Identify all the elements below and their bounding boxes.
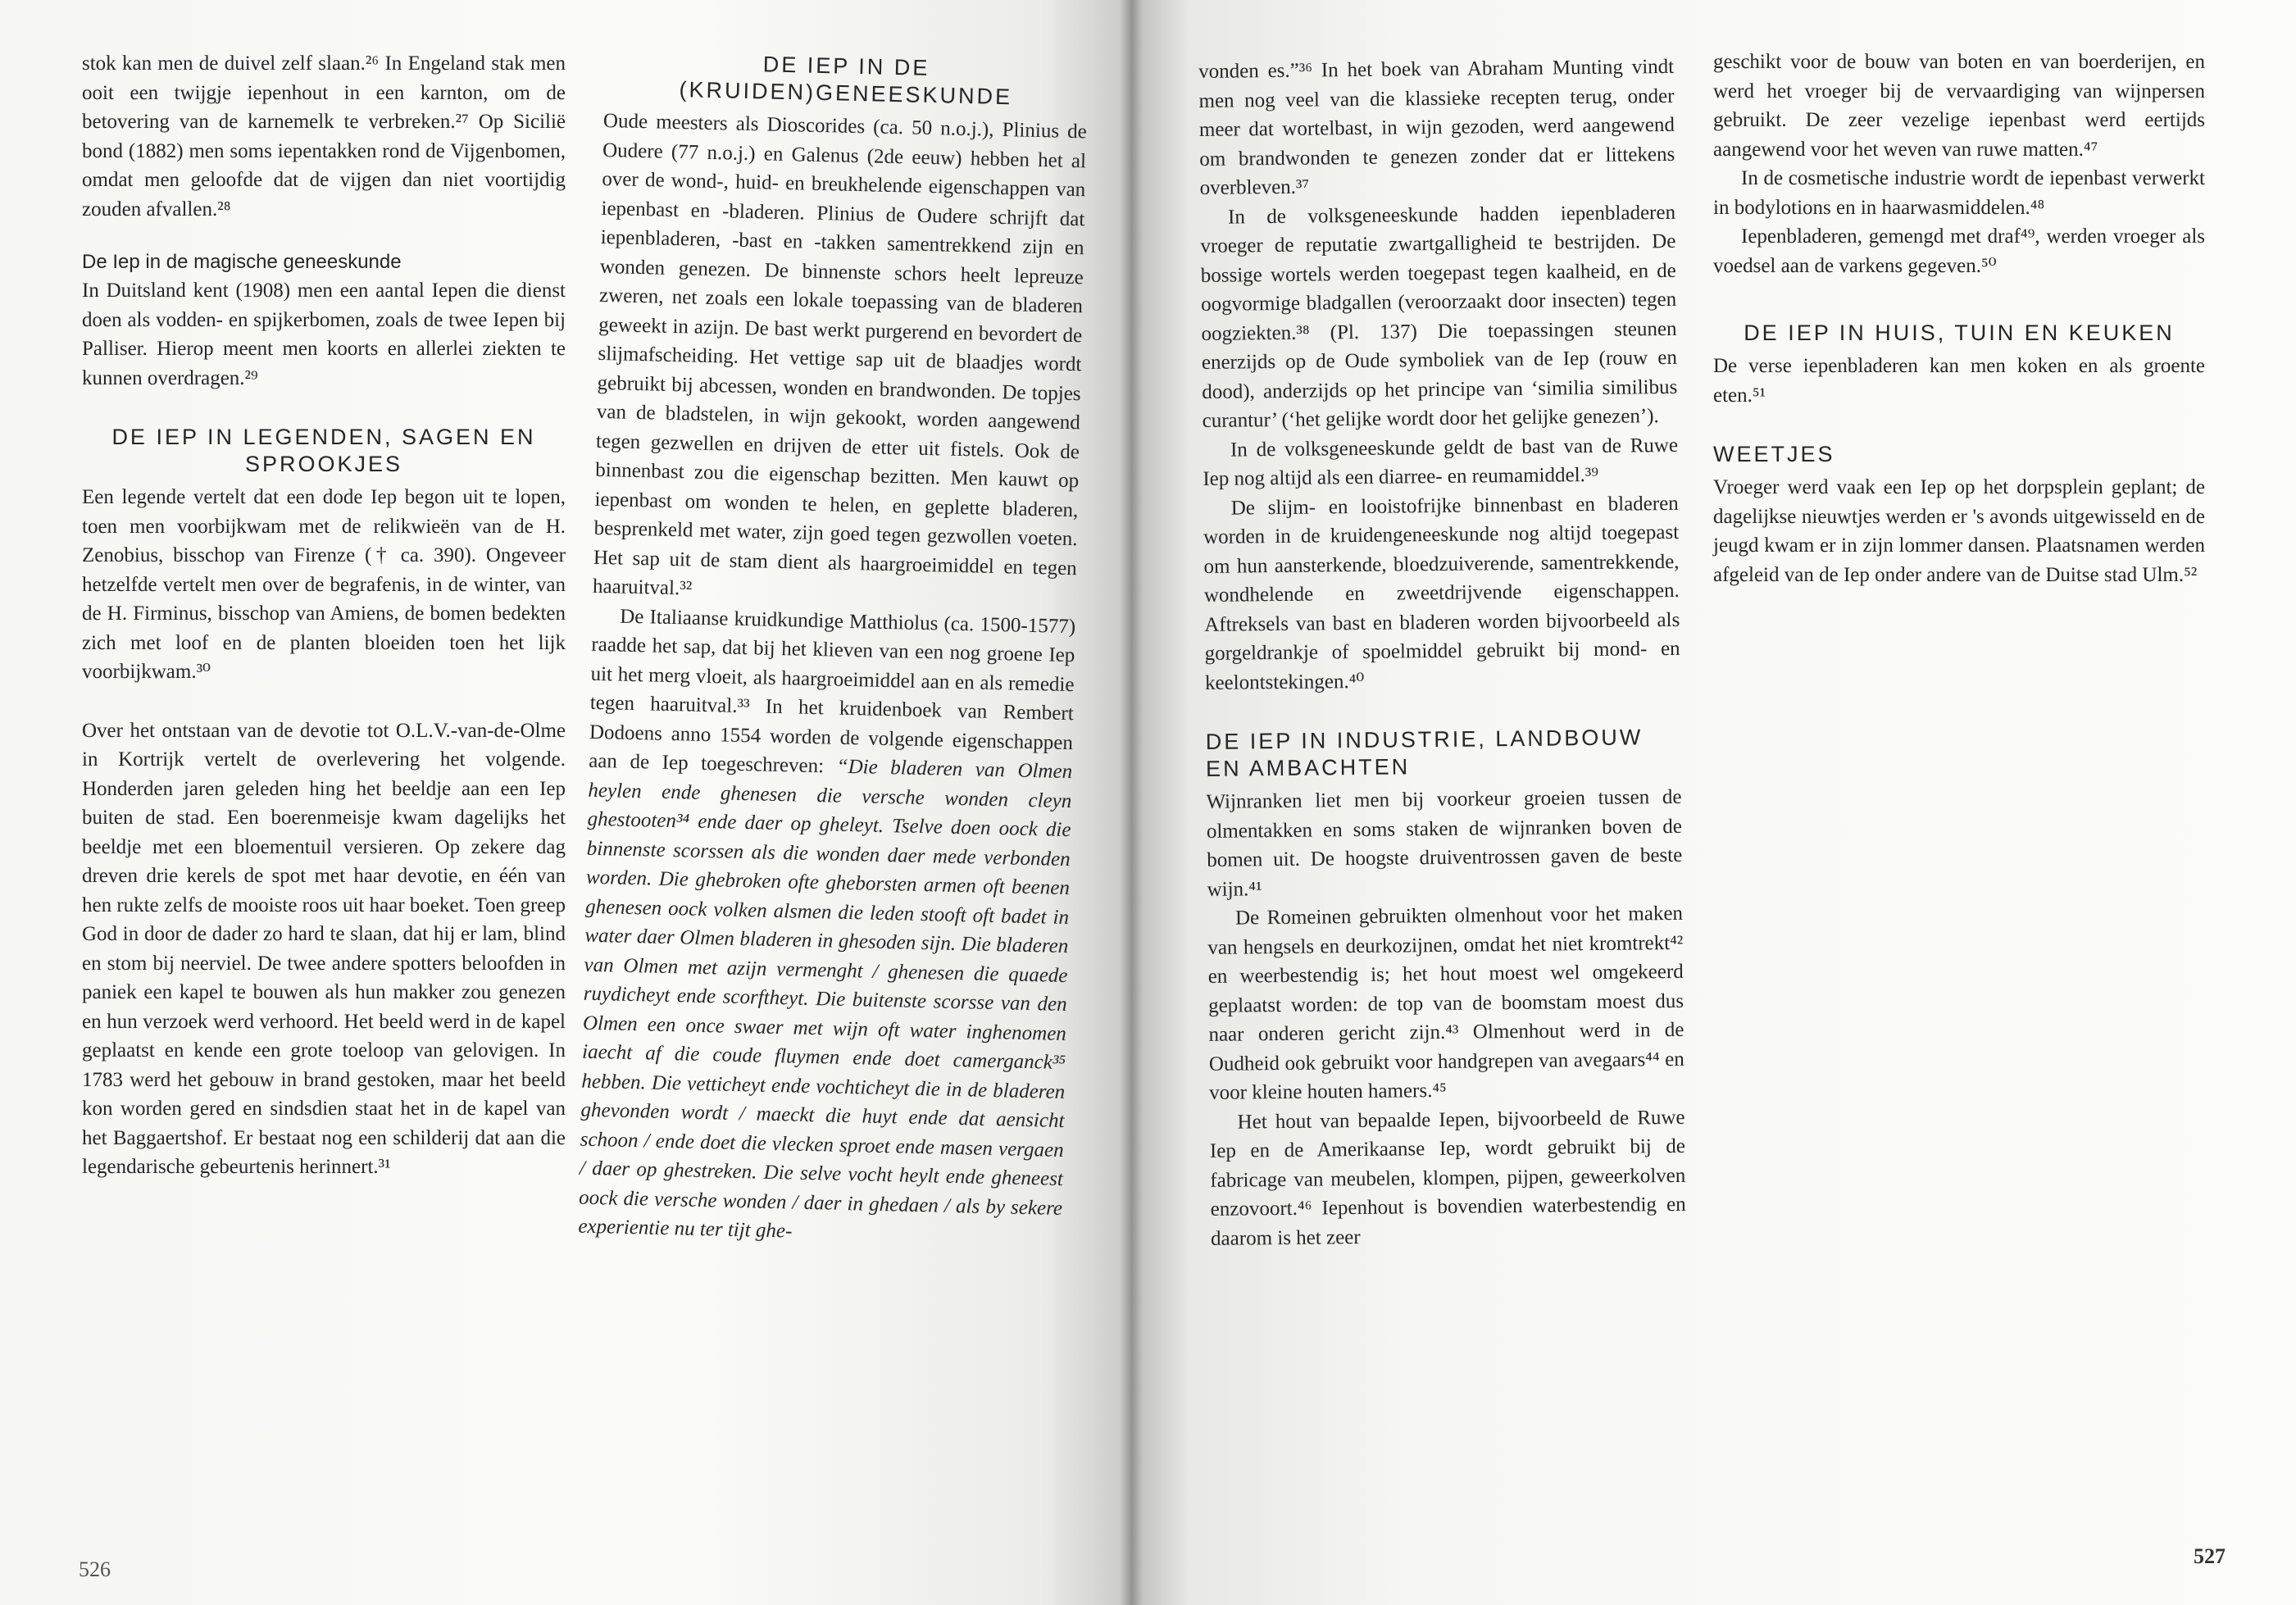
matthiolus-text: De Italiaanse kruidkundige Matthiolus (ca. 1500-1577) raadde het sap, dat bij het klieven van een nog groene Iep uit het merg vloeit, als haargroeimiddel aan en als remedie tegen haaruitval.³³ In het kruidenboek van Rembert Dodoens anno 1554 worden de volgende eigenschappen aan de Iep toegeschreven: (588, 605, 1076, 778)
paragraph-industry-1: Wijnranken liet men bij voorkeur groeien tussen de olmentakken en soms staken de wijnranken boven de bomen uit. De hoogste druiventrossen gaven de beste wijn.⁴¹ (1206, 785, 1683, 901)
paragraph-facts: Vroeger werd vaak een Iep op het dorpsplein geplant; de dagelijkse nieuwtjes werden er 's avonds uitgewisseld en de jeugd kwam er in zijn lommer dansen. Plaatsnamen werden afgeleid van de Iep onder andere van de Duitse stad Ulm.⁵² (1713, 476, 2205, 586)
right-page-column-2 (1713, 48, 2205, 589)
paragraph-folk-medicine-1: In de volksgeneeskunde hadden iepenbladeren vroeger de reputatie zwartgalligheid te bestrijden. De bossige wortels werden toegepast tegen kaalheid, en de oogvormige bladgallen (veroorzaakt door insecten) tegen oogziekten.³⁸ (Pl. 137) Die toepassingen steunen enerzijds op de Oude symboliek van de Iep (rouw en dood), anderzijds op het principe van ‘similia similibus curantur’ (‘het gelijke wordt door het gelijke genezen’). (1200, 201, 1678, 432)
paragraph-house: De verse iepenbladeren kan men koken en als groente eten.⁵¹ (1713, 355, 2205, 407)
paragraph-intro: stok kan men de duivel zelf slaan.²⁶ In Engeland stak men ooit een twijgje iepenhout in een karnton, om de betovering van de karnemelk te verbreken.²⁷ Op Sicilië bond (1882) men soms iepentakken rond de Vijgenbomen, omdat men geloofde dat de vijgen dan niet voortijdig zouden afvallen.²⁸ (82, 52, 566, 221)
heading-herbal-medicine: DE IEP IN DE (KRUIDEN)GENEESKUNDE (679, 52, 1013, 110)
paragraph-herbal-medicine: Oude meesters als Dioscorides (ca. 50 n.o.j.), Plinius de Oudere (77 n.o.j.) en Galenus (2de eeuw) hebben het al over de wond-, huid- en breukhelende eigenschappen van iepenbast en -bladeren. Plinius de Oudere schrijft dat iepenbladeren, -bast en -takken samentrekkend zijn en wonden genezen. De binnenste schors heelt lepreuze zweren, net zoals een lokale toepassing van de bladeren geweekt in azijn. De bast werkt purgerend en bevordert de slijmafscheiding. Het vettige sap uit de blaadjes wordt gebruikt bij abcessen, wonden en brandwonden. De topjes van de bladstelen, in wijn gekookt, worden aangewend tegen gezwellen en drijven de etter uit fistels. Ook de binnenbast zou die eigenschap bezitten. Men kauwt op iepenbast om wonden te helen, en geplette bladeren, besprenkeld met water, zijn goed tegen gezwollen voeten. Het sap uit de stam dient als haargroeimiddel en tegen haaruitval.³² (592, 109, 1088, 600)
paragraph-folk-medicine-2: In de volksgeneeskunde geldt de bast van de Ruwe Iep nog altijd als een diarree- en reumamiddel.³⁹ (1203, 434, 1679, 490)
page-number-right: 527 (2194, 1544, 2226, 1568)
right-page-column-1 (1198, 52, 1686, 1253)
dodoens-quote: “Die bladeren van Olmen heylen ende ghenesen die versche wonden cleyn ghestooten³⁴ ende daer op gheleyt. Tselve doen oock die binnenste scorssen als die wonden daer mede verbonden worden. Die ghebroken ofte gheborsten armen oft beenen ghenesen oock volken alsmen die leden stooft oft badet in water daer Olmen bladeren in ghesoden sijn. Die bladeren van Olmen met azijn vermenght / ghenesen die quaede ruydicheyt ende scorftheyt. Die buitenste scorsse van den Olmen een once swaer met wijn oft water inghenomen iaecht af die coude fluymen ende doet camerganck³⁵ hebben. Die vetticheyt ende vochticheyt die in de bladeren ghevonden wordt / maeckt die huyt ende dat aensicht schoon / ende doet die vlecken sproet ende masen vergaen / daer op ghestreken. Die selve vocht heylt ende gheneest oock die versche wonden / daer in ghedaen / als by sekere experientie nu ter tijt ghe- (578, 755, 1073, 1243)
heading-facts: WEETJES (1713, 442, 1835, 466)
heading-house-garden-kitchen: DE IEP IN HUIS, TUIN EN KEUKEN (1744, 321, 2175, 345)
paragraph-continuation: vonden es.”³⁶ In het boek van Abraham Munting vindt men nog veel van die klassieke recepten terug, onder meer dat wortelbast, in wijn gezoden, werd aangewend om brandwonden te genezen zonder dat er littekens overbleven.³⁷ (1198, 55, 1675, 199)
paragraph-feed: Iepenbladeren, gemengd met draf⁴⁹, werden vroeger als voedsel aan de varkens gegeven.⁵⁰ (1713, 225, 2205, 277)
heading-industry: DE IEP IN INDUSTRIE, LANDBOUW EN AMBACHTEN (1205, 725, 1644, 781)
heading-legends: DE IEP IN LEGENDEN, SAGEN EN SPROOKJES (111, 425, 536, 476)
paragraph-folk-medicine-3: De slijm- en looistofrijke binnenbast en bladeren worden in de kruidengeneeskunde nog altijd toegepast om hun aansterkende, bloedzuiverende, samentrekkende, wondhelende en zweetdrijvende eigenschappen. Aftreksels van bast en bladeren worden bijvoorbeeld als gorgeldrankje of spoelmiddel gebruikt bij mond- en keelontstekingen.⁴⁰ (1203, 492, 1680, 694)
paragraph-magic-medicine: In Duitsland kent (1908) men een aantal Iepen die dienst doen als vodden- en spijkerbomen, zoals de twee Iepen bij Palliser. Hierop meent men koorts en allerlei ziekten te kunnen overdragen.²⁹ (82, 280, 566, 389)
left-page-column-2 (578, 48, 1089, 1253)
page-number-left: 526 (79, 1557, 111, 1581)
book-gutter (1120, 0, 1143, 1605)
paragraph-devotion: Over het ontstaan van de devotie tot O.L.V.-van-de-Olme in Kortrijk vertelt de overlevering het volgende. Honderden jaren geleden hing het beeldje aan een Iep buiten de stad. Een boerenmeisje kwam dagelijks het beeldje met een bloementuil versieren. Op zekere dag dreven drie kerels de spot met haar devotie, en één van hen rukte zelfs de mooiste roos uit haar boeket. Toen greep God in door de dader zo hard te slaan, dat hij er lam, blind en stom bij neerviel. De twee andere spotters beloofden in paniek een kapel te bouwen als hun makker zou genezen en hun verzoek werd verhoord. Het beeld werd in de kapel geplaatst en kende een grote toeloop van gelovigen. In 1783 werd het gebouw in brand gestoken, maar het beeld kon worden gered en sindsdien staat het in de kapel van het Baggaertshof. Er bestaat nog een schilderij dat aan die legendarische gebeurtenis herinnert.³¹ (82, 719, 566, 1178)
subheading-magic-medicine: De Iep in de magische geneeskunde (82, 251, 402, 273)
paragraph-industry-3: Het hout van bepaalde Iepen, bijvoorbeeld de Ruwe Iep en de Amerikaanse Iep, wordt gebruikt bij de fabricage van meubelen, klompen, pijpen, geweerkolven enzovoort.⁴⁶ Iepenhout is bovendien waterbestendig en daarom is het zeer (1209, 1106, 1686, 1250)
paragraph-matthiolus (578, 601, 1076, 1252)
paragraph-continuation-2: geschikt voor de bouw van boten en van boerderijen, en werd het vroeger bij de vervaardiging van wijnpersen gebruikt. De zeer vezelige iepenbast werd eertijds aangewend voor het weven van ruwe matten.⁴⁷ (1713, 51, 2205, 161)
paragraph-legends: Een legende vertelt dat een dode Iep begon uit te lopen, toen men voorbijkwam met de relikwieën van de H. Zenobius, bisschop van Firenze († ca. 390). Ongeveer hetzelfde vertelt men over de begrafenis, in de winter, van de H. Firminus, bisschop van Amiens, de bomen bedekten zich met loof en de planten bloeiden toen het lijk voorbijkwam.³⁰ (82, 486, 566, 683)
paragraph-cosmetic: In de cosmetische industrie wordt de iepenbast verwerkt in bodylotions en in haarwasmiddelen.⁴⁸ (1713, 167, 2205, 219)
left-page-column-1 (82, 49, 566, 1182)
paragraph-industry-2: De Romeinen gebruikten olmenhout voor het maken van hengsels en deurkozijnen, omdat het niet kromtrekt⁴² en weerbestendig is; het hout moest wel omgekeerd geplaatst worden: de top van de boomstam moest dus naar onderen gericht zijn.⁴³ Olmenhout werd in de Oudheid ook gebruikt voor handgrepen van avegaars⁴⁴ en voor kleine houten hamers.⁴⁵ (1207, 902, 1684, 1104)
